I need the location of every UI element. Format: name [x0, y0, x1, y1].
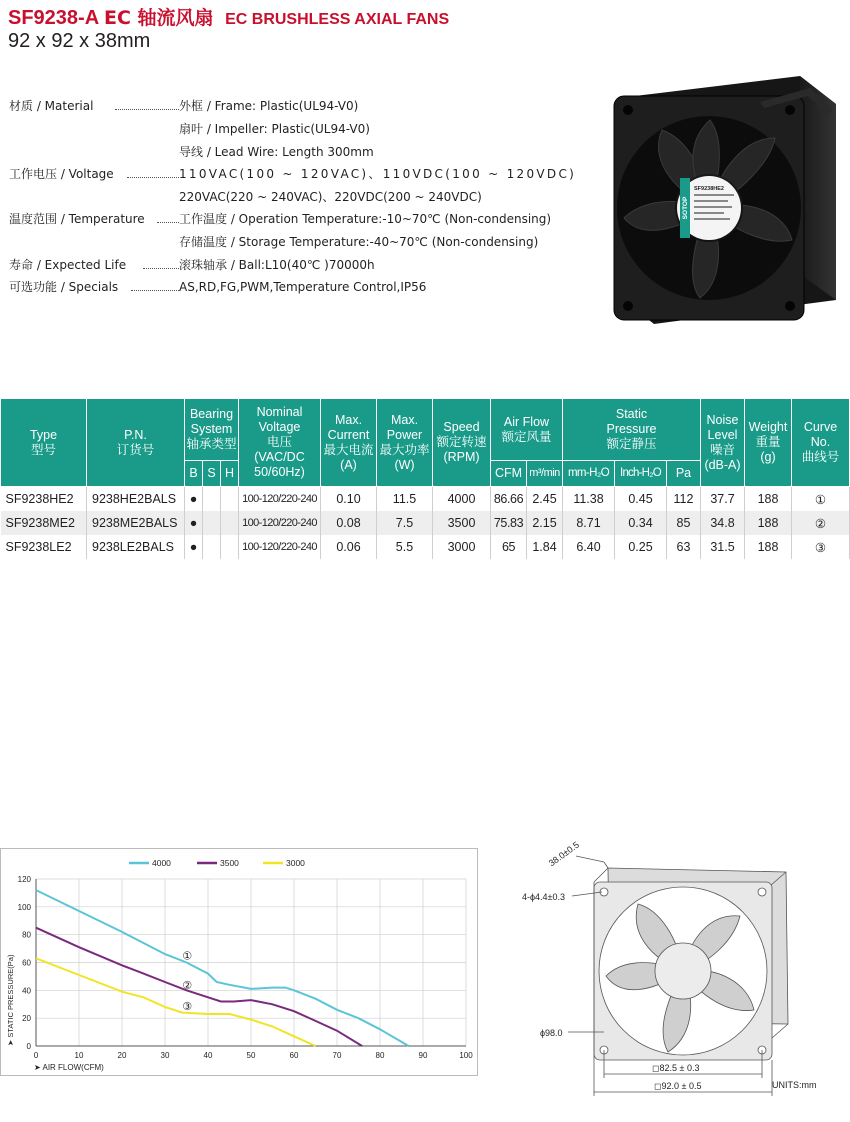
cell-noise: 34.8 — [701, 511, 745, 535]
spec-value: AS,RD,FG,PWM,Temperature Control,IP56 — [179, 280, 427, 294]
header-speed: Speed 额定转速 (RPM) — [433, 399, 491, 487]
dimension-drawing — [520, 838, 840, 1103]
cell-pn: 9238HE2BALS — [87, 487, 185, 512]
cell-current: 0.08 — [321, 511, 377, 535]
cell-type: SF9238LE2 — [1, 535, 87, 559]
curve-label: ③ — [182, 999, 193, 1013]
spec-value: 110VAC(100 ~ 120VAC)、110VDC(100 ~ 120VDC) — [179, 167, 577, 181]
page-title — [8, 3, 449, 30]
legend-label: 3000 — [286, 858, 305, 868]
title-zh: EC 轴流风扇 — [103, 7, 214, 29]
header-bearing: Bearing System 轴承类型 — [185, 399, 239, 461]
header-power: Max. Power 最大功率 (W) — [377, 399, 433, 487]
spec-label: 材质 / Material — [9, 99, 94, 113]
y-tick-label: 60 — [22, 958, 31, 968]
table-row — [1, 535, 850, 559]
cell-mmh2o: 11.38 — [563, 487, 615, 512]
header-airflow: Air Flow 额定风量 — [491, 399, 563, 461]
leader-dots — [131, 277, 179, 291]
cell-voltage: 100-120/220-240 — [239, 511, 321, 535]
cell-voltage: 100-120/220-240 — [239, 535, 321, 559]
cell-speed: 3500 — [433, 511, 491, 535]
leader-dots — [157, 209, 179, 223]
cell-current: 0.10 — [321, 487, 377, 512]
cell-pa: 112 — [667, 487, 701, 512]
curve-label: ② — [182, 978, 193, 992]
y-axis-label: ➤ STATIC PRESSURE(Pa) — [6, 954, 15, 1046]
spec-value: 滚珠轴承 / Ball:L10(40℃ )70000h — [179, 258, 375, 272]
cell-m3: 2.45 — [527, 487, 563, 512]
units-label: UNITS:mm — [772, 1080, 817, 1090]
spec-value: 220VAC(220 ~ 240VAC)、220VDC(200 ~ 240VDC) — [179, 190, 482, 204]
spec-table — [0, 398, 850, 559]
x-tick-label: 30 — [160, 1051, 170, 1060]
cell-type: SF9238HE2 — [1, 487, 87, 512]
header-current: Max. Current 最大电流 (A) — [321, 399, 377, 487]
cell-m3: 2.15 — [527, 511, 563, 535]
leader-dots — [143, 255, 179, 269]
cell-weight: 188 — [745, 535, 792, 559]
legend-label: 4000 — [152, 858, 171, 868]
series-line-3500 — [36, 928, 362, 1046]
dimensions: 92 x 92 x 38mm — [8, 30, 151, 52]
cell-noise: 37.7 — [701, 487, 745, 512]
y-tick-label: 100 — [17, 902, 31, 912]
header-pa: Pa — [667, 461, 701, 487]
series-line-4000 — [36, 890, 409, 1046]
spec-value: 外框 / Frame: Plastic(UL94-V0) — [179, 99, 359, 113]
header-mmh2o: mm-H₂O — [563, 461, 615, 487]
spec-value: 工作温度 / Operation Temperature:-10~70℃ (Non-condensing) — [179, 212, 552, 226]
dim-outer: ◻92.0 ± 0.5 — [654, 1081, 702, 1091]
header-inh2o: Inch-H₂O — [615, 461, 667, 487]
dim-hole-spacing: ◻82.5 ± 0.3 — [652, 1063, 700, 1073]
cell-cfm: 75.83 — [491, 511, 527, 535]
leader-dots — [127, 164, 179, 178]
spec-label: 可选功能 / Specials — [9, 280, 119, 294]
series-line-3000 — [36, 958, 316, 1046]
header-pn: P.N. 订货号 — [87, 399, 185, 487]
header-type: Type 型号 — [1, 399, 87, 487]
cell-b: ● — [185, 535, 203, 559]
fan-label-brand: SOTOP — [682, 196, 689, 220]
cell-inh2o: 0.25 — [615, 535, 667, 559]
model-name: SF9238-A — [8, 7, 99, 29]
fan-label-model: SF9238HE2 — [694, 186, 724, 192]
header-bearing-h: H — [221, 461, 239, 487]
header-noise: Noise Level 噪音 (dB-A) — [701, 399, 745, 487]
spec-value: 存储温度 / Storage Temperature:-40~70℃ (Non-condensing) — [179, 235, 539, 249]
y-tick-label: 20 — [22, 1014, 31, 1024]
spec-label: 寿命 / Expected Life — [9, 258, 127, 272]
cell-power: 11.5 — [377, 487, 433, 512]
table-row — [1, 511, 850, 535]
cell-b: ● — [185, 511, 203, 535]
dim-depth: 38.0±0.5 — [546, 839, 581, 869]
header-bearing-s: S — [203, 461, 221, 487]
chart-canvas — [1, 849, 477, 1075]
y-tick-label: 80 — [22, 930, 31, 940]
x-tick-label: 80 — [375, 1051, 385, 1060]
cell-h — [221, 487, 239, 512]
cell-weight: 188 — [745, 511, 792, 535]
x-tick-label: 70 — [332, 1051, 342, 1060]
y-tick-label: 120 — [17, 875, 31, 884]
cell-power: 7.5 — [377, 511, 433, 535]
cell-b: ● — [185, 487, 203, 512]
cell-speed: 4000 — [433, 487, 491, 512]
x-tick-label: 100 — [459, 1051, 473, 1060]
spec-value: 导线 / Lead Wire: Length 300mm — [179, 145, 374, 159]
spec-label: 工作电压 / Voltage — [9, 167, 114, 181]
cell-curve: ② — [792, 511, 850, 535]
fan-photo — [610, 68, 842, 330]
header-curve: Curve No. 曲线号 — [792, 399, 850, 487]
spec-value: 扇叶 / Impeller: Plastic(UL94-V0) — [179, 122, 370, 136]
x-axis-label: ➤ AIR FLOW(CFM) — [34, 1063, 104, 1072]
leader-dots — [115, 96, 179, 110]
x-tick-label: 60 — [289, 1051, 299, 1060]
cell-type: SF9238ME2 — [1, 511, 87, 535]
y-tick-label: 0 — [26, 1042, 31, 1051]
y-tick-label: 40 — [22, 986, 31, 996]
x-tick-label: 20 — [117, 1051, 127, 1060]
cell-mmh2o: 6.40 — [563, 535, 615, 559]
x-tick-label: 10 — [74, 1051, 84, 1060]
cell-speed: 3000 — [433, 535, 491, 559]
header-weight: Weight 重量 (g) — [745, 399, 792, 487]
header-m3min: m³/min — [527, 461, 563, 487]
title-en: EC BRUSHLESS AXIAL FANS — [225, 11, 450, 28]
cell-noise: 31.5 — [701, 535, 745, 559]
cell-mmh2o: 8.71 — [563, 511, 615, 535]
cell-s — [203, 487, 221, 512]
cell-pa: 63 — [667, 535, 701, 559]
cell-inh2o: 0.45 — [615, 487, 667, 512]
cell-s — [203, 511, 221, 535]
header-voltage: Nominal Voltage 电压 (VAC/DC 50/60Hz) — [239, 399, 321, 487]
cell-m3: 1.84 — [527, 535, 563, 559]
cell-current: 0.06 — [321, 535, 377, 559]
cell-h — [221, 511, 239, 535]
performance-chart — [0, 848, 478, 1076]
dim-holes: 4-ϕ4.4±0.3 — [522, 892, 566, 902]
spec-label: 温度范围 / Temperature — [9, 212, 145, 226]
cell-pn: 9238ME2BALS — [87, 511, 185, 535]
cell-cfm: 86.66 — [491, 487, 527, 512]
x-tick-label: 0 — [33, 1051, 39, 1060]
cell-voltage: 100-120/220-240 — [239, 487, 321, 512]
cell-curve: ③ — [792, 535, 850, 559]
x-tick-label: 90 — [418, 1051, 428, 1060]
cell-h — [221, 535, 239, 559]
cell-pa: 85 — [667, 511, 701, 535]
cell-weight: 188 — [745, 487, 792, 512]
header-cfm: CFM — [491, 461, 527, 487]
legend-label: 3500 — [220, 858, 239, 868]
cell-cfm: 65 — [491, 535, 527, 559]
header-pressure: Static Pressure 额定静压 — [563, 399, 701, 461]
cell-inh2o: 0.34 — [615, 511, 667, 535]
x-tick-label: 50 — [246, 1051, 256, 1060]
x-tick-label: 40 — [203, 1051, 213, 1060]
cell-pn: 9238LE2BALS — [87, 535, 185, 559]
curve-label: ① — [182, 949, 193, 963]
dim-impeller: ϕ98.0 — [540, 1028, 563, 1038]
cell-curve: ① — [792, 487, 850, 512]
header-bearing-b: B — [185, 461, 203, 487]
table-row — [1, 487, 850, 512]
cell-power: 5.5 — [377, 535, 433, 559]
cell-s — [203, 535, 221, 559]
